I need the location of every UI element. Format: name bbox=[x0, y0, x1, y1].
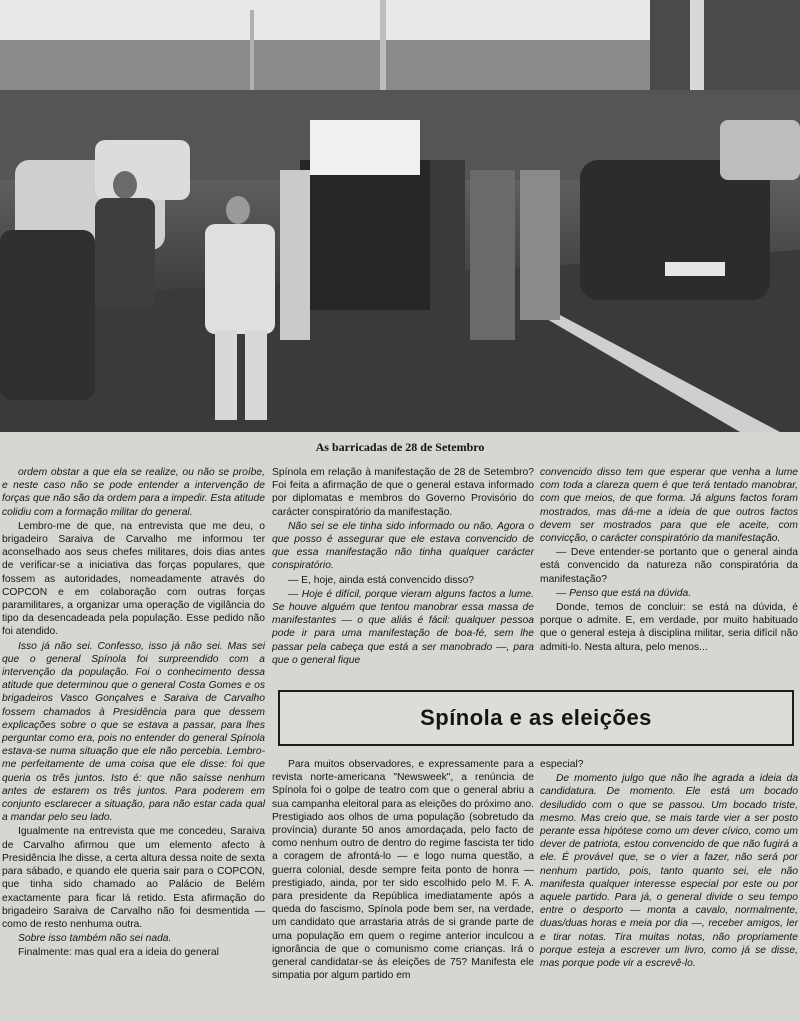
paragraph: Lembro-me de que, na entrevista que me deu, o brigadeiro Saraiva de Carvalho me informou ter aconselhado aos seus chefes militares, dois dias antes de verificar-se a iniciativa das forças populares, que fossem as autoridades, nomeadamente através do COPCON e em colaboração com outras forças paramilitares, a organizar uma operação de vigilância do tipo da desencadeada pela população. Esse pedido não foi atendido. bbox=[2, 520, 265, 638]
paragraph: ordem obstar a que ela se realize, ou não se proíbe, e neste caso não se pode entender a intervenção de forças que não são da ordem para a impedir. Esta atitude colidiu com a formação militar do general. bbox=[2, 467, 265, 518]
paragraph: Isso já não sei. Confesso, isso já não sei. Mas sei que o general Spínola foi surpreendido com a intervenção da população. Foi o conhecimento dessa atitude que determinou que o general Costa Gomes e os brigadeiros Vasco Gonçalves e Saraiva de Carvalho fossem chamados à Presidência para que dessem explicações sobre o que se estava a passar, para lhes perguntar como era, pois no entender do general Spínola estava-se numa situação que ele não percebia. Lembro-me perfeitamente de uma coisa que ele disse: foi que queria os três juntos. Isto é: que não saísse nenhum antes de estarem os três juntos. Para poderem em conjunto esclarecer a situação, para não estar cada qual a mandar pelo seu lado. bbox=[2, 640, 265, 824]
article2-column-2 bbox=[540, 758, 798, 971]
paragraph: Não sei se ele tinha sido informado ou não. Agora o que posso é assegurar que ele estava convencido de que essa manifestação não tinha qualquer carácter conspiratório. bbox=[272, 520, 534, 572]
paragraph: Donde, temos de concluir: se está na dúvida, é porque o admite. E, em verdade, por muito habituado que o general esteja à disciplina militar, seria difícil não admiti-lo. Nesta altura, pelo menos... bbox=[540, 602, 798, 653]
paragraph: Igualmente na entrevista que me concedeu, Saraiva de Carvalho afirmou que um elemento afecto à Presidência lhe disse, a certa altura dessa noite de sexta para sábado, e quando ele queria sair para o COPCON, que tinha sido chamado ao Palácio de Belém exactamente para ficar lá retido. Esta afirmação do brigadeiro Saraiva de Carvalho não foi desmentida — como de resto nenhuma outra. bbox=[2, 826, 265, 930]
barricade-photo-art bbox=[0, 0, 800, 432]
paragraph: Para muitos observadores, e expressamente para a revista norte-americana "Newsweek", a renúncia de Spínola foi o golpe de teatro com que o general abriu a sua campanha eleitoral para as eleições do próximo ano. Prestigiado aos olhos de uma população (sobretudo da província) durante 50 anos amordaçada, pelo facto de como nenhum outro de dentro do regime fascista ter tido a coragem de afrontá-lo — e logo numa questão, a guerra colonial, desde sempre feita ponto de honra — prestigiado, ainda, por ter sido escolhido pelo M. F. A. para presidente da República imediatamente após a queda do fascismo, Spínola pode bem ser, na verdade, um candidato que arrastaria atrás de si grande parte de uma população em quem o regime anterior inculcou a ignorância de que o comunismo come crianças. Irá o general candidatar-se às eleições de 75? Manifesta ele simpatia por algum partido em bbox=[272, 759, 534, 982]
section-headline-box bbox=[278, 690, 794, 746]
article1-column-3 bbox=[540, 466, 798, 655]
paragraph: — E, hoje, ainda está convencido disso? bbox=[288, 574, 475, 586]
paragraph: Spínola em relação à manifestação de 28 de Setembro? Foi feita a afirmação de que o general estava informado por diplomatas e membros do Governo Provisório do carácter conspiratório da manifestação. bbox=[272, 467, 534, 518]
article2-column-1 bbox=[272, 758, 534, 983]
paragraph: especial? bbox=[540, 759, 584, 770]
paragraph: Sobre isso também não sei nada. bbox=[18, 933, 172, 945]
paragraph: convencido disso tem que esperar que venha a lume com toda a clareza quem é que terá tentado manobrar, com que meios, de que forma. Já alguns factos foram mostrados, mas dá-me a ideia de que outros factos devem ser mostrados para que ele aceite, com convicção, o carácter conspiratório da manifestação. bbox=[540, 467, 798, 545]
section-headline: Spínola e as eleições bbox=[420, 705, 652, 730]
paragraph: — Deve entender-se portanto que o general ainda está convencido da natureza não conspiratória da manifestação? bbox=[540, 547, 798, 585]
photo-caption: As barricadas de 28 de Setembro bbox=[315, 440, 485, 454]
paragraph: Finalmente: mas qual era a ideia do general bbox=[18, 947, 219, 959]
article1-column-1 bbox=[2, 466, 265, 961]
article1-column-2 bbox=[272, 466, 534, 668]
paragraph: — Penso que está na dúvida. bbox=[556, 587, 692, 599]
paragraph: — Hoje é difícil, porque vieram alguns factos a lume. Se houve alguém que tentou manobrar essa massa de manifestantes — o que aliás é fácil: qualquer pessoa pode ir para uma manifestação de boa-fé, sem lhe passar pela cabeça que está a ser manobrado —, para que o general fique bbox=[272, 588, 534, 666]
paragraph: De momento julgo que não lhe agrada a ideia da candidatura. De momento. Ele está um bocado desiludido com o que se passou. Um bocado triste, mesmo. Mas creio que, se mais tarde vier a ser posto perante essa hipótese como um dever cívico, como um dever de patriota, estou convencido de que não fugirá a ele. É provável que, se o vier a fazer, não será por nenhum partido, pois, tanto quanto sei, ele não manifesta qualquer interesse especial por este ou por aquele partido. Para já, o general divide o seu tempo entre o desporto — monta a cavalo, normalmente, duas/duas horas e meia por dia —, receber amigos, ler e tirar notas. Tira muitas notas, não propriamente porque esteja a escrever um livro, como já se disse, mas porque pode vir a escrevê-lo. bbox=[540, 773, 798, 970]
barricade-photo bbox=[0, 0, 800, 432]
